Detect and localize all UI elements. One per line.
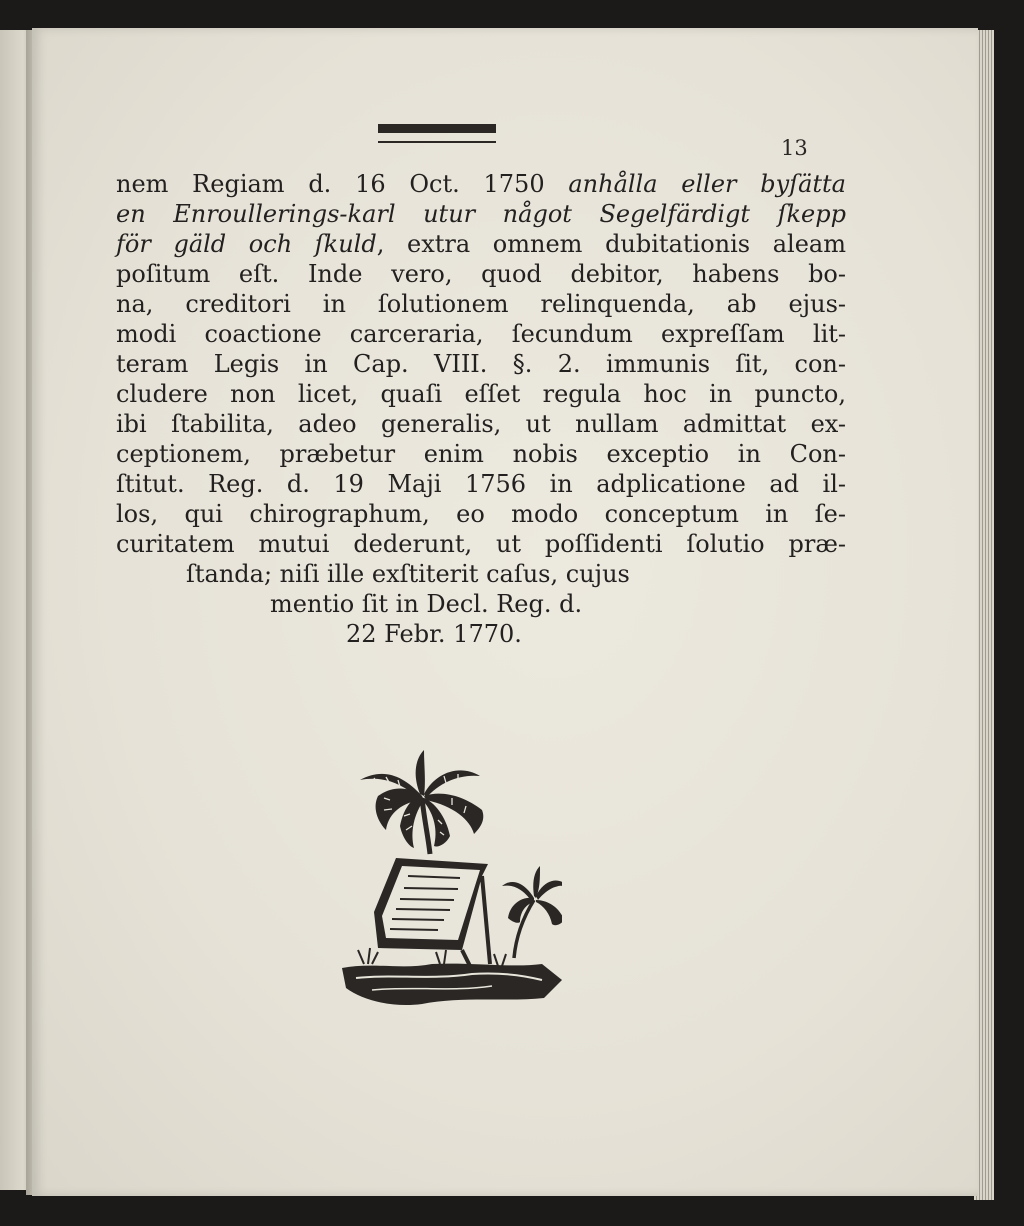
text-run: 22 Febr. 1770. [346,620,522,648]
text-line [116,349,846,379]
page-number: 13 [781,136,808,160]
text-run: cludere non licet, quaſi eſſet regula hoc in puncto, [116,380,846,408]
italic-text-run: för gäld och ſkuld [116,230,377,258]
text-line [116,529,846,559]
header-rule-thin [378,141,496,143]
text-run: curitatem mutui dederunt, ut poſſidenti ſolutio præ- [116,530,846,558]
italic-text-run: anhålla eller byſätta [568,170,846,198]
italic-text-run: en Enroullerings-karl utur något Segelfärdigt ſkepp [116,200,846,228]
text-run: los, qui chirographum, eo modo conceptum in ſe- [116,500,846,528]
text-line [116,169,846,199]
text-line [116,229,846,259]
text-run: , extra omnem dubitationis aleam [376,230,846,258]
text-line [116,319,846,349]
text-line [116,379,846,409]
text-line [116,499,846,529]
header-rule [378,124,496,146]
text-line [116,409,846,439]
text-line [116,439,846,469]
text-line [116,589,846,619]
text-run: ceptionem, præbetur enim nobis exceptio in Con- [116,440,846,468]
header-rule-thick [378,124,496,133]
text-line [116,469,846,499]
text-run: nem Regiam d. 16 Oct. 1750 [116,170,569,198]
text-run: ſtitut. Reg. d. 19 Maji 1756 in adplicatione ad il- [116,470,846,498]
palm-tree-tablet-vignette-icon [312,736,562,1018]
text-run: ſtanda; niſi ille exſtiterit caſus, cujus [186,560,630,588]
text-run: poſitum eſt. Inde vero, quod debitor, habens bo- [116,260,846,288]
book-page [32,28,978,1196]
body-text [116,169,846,649]
text-run: mentio ſit in Decl. Reg. d. [270,590,583,618]
text-run: ibi ſtabilita, adeo generalis, ut nullam admittat ex- [116,410,846,438]
text-line [116,259,846,289]
text-line [116,559,846,589]
text-line [116,289,846,319]
text-run: modi coactione carceraria, ſecundum expreſſam lit- [116,320,846,348]
text-line [116,619,846,649]
text-run: na, creditori in ſolutionem relinquenda, ab ejus- [116,290,846,318]
text-line [116,199,846,229]
text-run: teram Legis in Cap. VIII. §. 2. immunis ſit, con- [116,350,846,378]
